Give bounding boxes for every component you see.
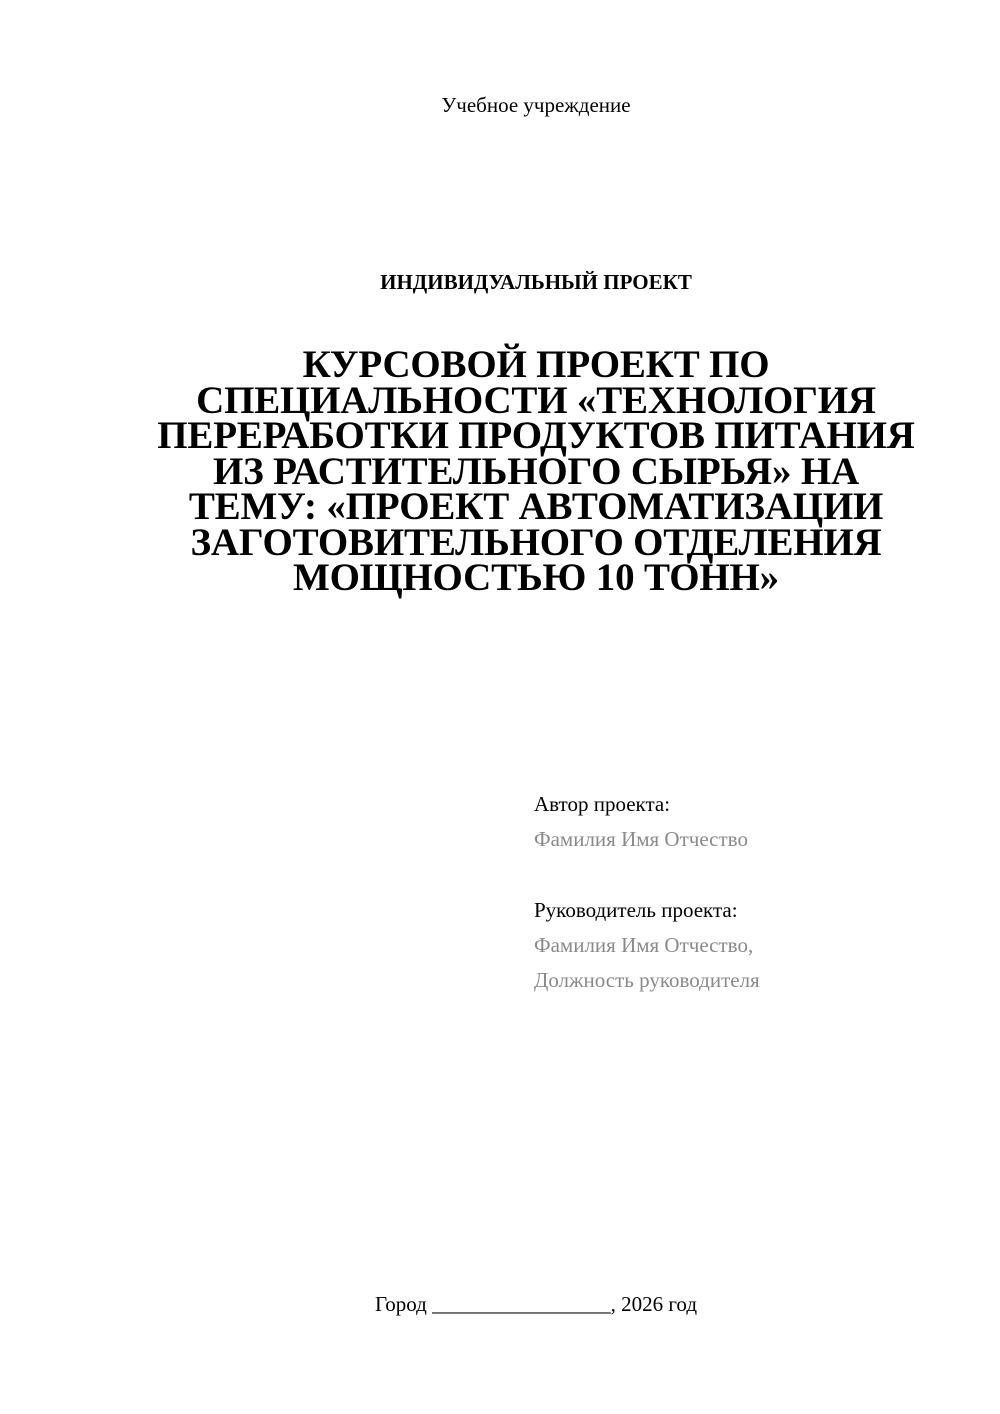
supervisor-position-placeholder: Должность руководителя [534,968,760,992]
supervisor-label: Руководитель проекта: [534,898,738,922]
institution-name: Учебное учреждение [441,93,631,117]
title-line: ЗАГОТОВИТЕЛЬНОГО ОТДЕЛЕНИЯ [190,520,882,564]
title-line: КУРСОВОЙ ПРОЕКТ ПО [302,343,770,386]
title-line: ИЗ РАСТИТЕЛЬНОГО СЫРЬЯ» НА [213,449,859,493]
author-name-placeholder: Фамилия Имя Отчество [534,827,748,851]
project-title [130,343,942,599]
title-line: МОЩНОСТЬЮ 10 ТОНН» [293,556,779,599]
supervisor-block [534,893,760,998]
title-line: ТЕМУ: «ПРОЕКТ АВТОМАТИЗАЦИИ [188,485,884,528]
author-label: Автор проекта: [534,792,671,816]
supervisor-name-placeholder: Фамилия Имя Отчество, [534,933,754,957]
title-line: ПЕРЕРАБОТКИ ПРОДУКТОВ ПИТАНИЯ [157,414,915,457]
document-type: ИНДИВИДУАЛЬНЫЙ ПРОЕКТ [380,270,692,294]
city-year-footer: Город _________________, 2026 год [374,1292,698,1316]
author-block [534,787,748,857]
title-line: СПЕЦИАЛЬНОСТИ «ТЕХНОЛОГИЯ [196,378,876,422]
